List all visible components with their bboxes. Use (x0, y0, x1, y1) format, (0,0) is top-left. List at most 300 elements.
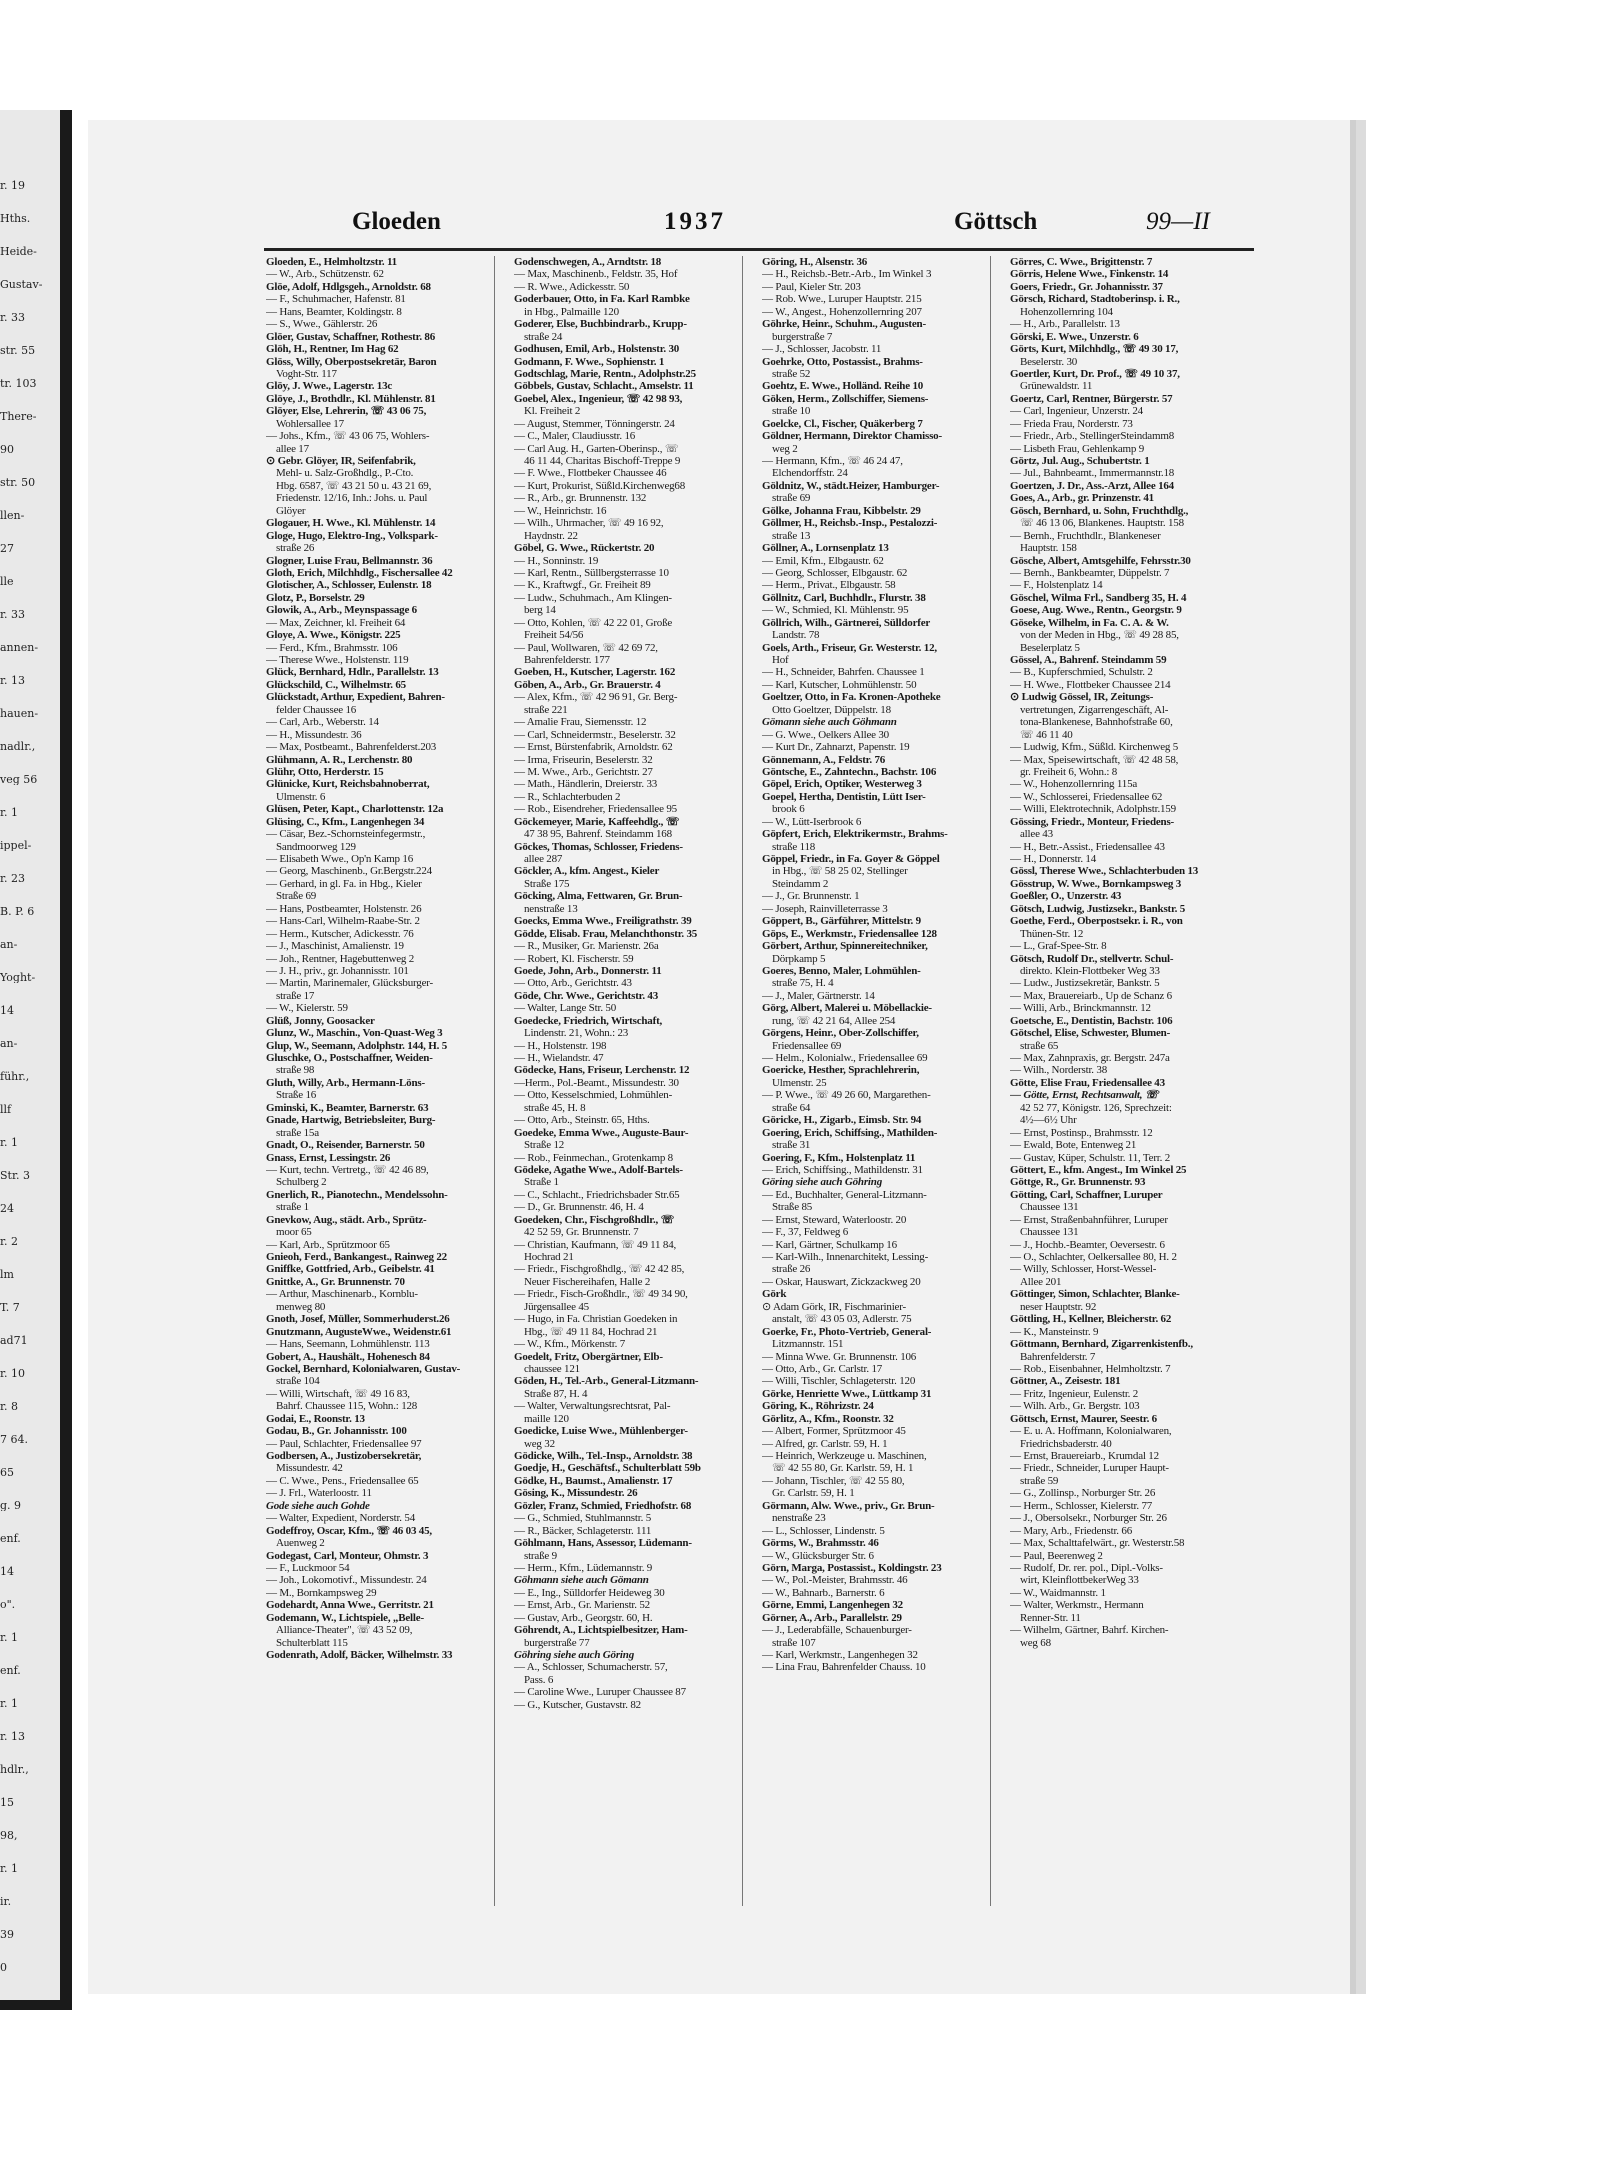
directory-entry-line: Jürgensallee 45 (524, 1300, 589, 1313)
directory-entry-line: Görlitz, A., Kfm., Roonstr. 32 (762, 1412, 894, 1425)
directory-entry-line: Göllnitz, Carl, Buchhdlr., Flurstr. 38 (762, 591, 926, 604)
directory-entry-line: Gluschke, O., Postschaffner, Weiden- (266, 1052, 433, 1064)
directory-entry-line: — Martin, Marinemaler, Glücksburger- (266, 977, 433, 990)
directory-entry-line: Straße 16 (276, 1089, 317, 1102)
directory-entry-line: — Alex, Kfm., ☏ 42 96 91, Gr. Berg- (514, 691, 678, 704)
directory-entry-line: — Minna Wwe. Gr. Brunnenstr. 106 (762, 1350, 917, 1363)
directory-entry-line: direkto. Klein-Flottbeker Weg 33 (1020, 964, 1160, 977)
directory-entry-line: anstalt, ☏ 43 05 03, Adlerstr. 75 (772, 1313, 912, 1326)
directory-entry-line: — Rudolf, Dr. rer. pol., Dipl.-Volks- (1010, 1561, 1163, 1574)
directory-entry-line: — August, Stemmer, Tönningerstr. 24 (514, 417, 675, 430)
directory-entry-line: Glückstadt, Arthur, Expedient, Bahren- (266, 691, 445, 704)
directory-entry-line: — W., Waidmannstr. 1 (1010, 1586, 1106, 1599)
directory-entry-line: — H. Wwe., Flottbeker Chaussee 214 (1010, 678, 1171, 691)
margin-fragment: nadlr., (0, 741, 36, 752)
directory-entry-line: — Götte, Ernst, Rechtsanwalt, ☏ (1010, 1089, 1159, 1102)
margin-fragment: Yoght- (0, 972, 36, 983)
header-rule (264, 248, 1254, 251)
directory-entry-line: Görner, A., Arb., Parallelstr. 29 (762, 1611, 902, 1624)
directory-entry-line: Godhusen, Emil, Arb., Holstenstr. 30 (514, 343, 680, 356)
directory-entry-line: Görski, E. Wwe., Unzerstr. 6 (1010, 330, 1139, 343)
directory-entry-line: — Joh., Rentner, Hagebuttenweg 2 (266, 952, 415, 965)
directory-entry-line: Goeßler, O., Unzerstr. 43 (1010, 890, 1122, 903)
page-number: 99—II (1146, 208, 1210, 235)
directory-entry-line: Götte, Elise Frau, Friedensallee 43 (1010, 1076, 1165, 1089)
directory-entry-line: Glöh, H., Rentner, Im Hag 62 (266, 343, 399, 356)
directory-entry-line: Gödeke, Agathe Wwe., Adolf-Bartels- (514, 1163, 683, 1176)
directory-entry-line: tona-Blankenese, Bahnhofstraße 60, (1020, 716, 1173, 729)
margin-fragment: 7 64. (0, 1434, 28, 1445)
directory-entry-line: — F., Schuhmacher, Hafenstr. 81 (266, 293, 406, 306)
directory-entry-line: — Friedr., Fisch-Großhdlr., ☏ 49 34 90, (514, 1288, 688, 1301)
directory-entry-line: Gössel, A., Bahrenf. Steindamm 59 (1010, 654, 1167, 666)
header-first-entry: Gloeden (352, 208, 441, 235)
directory-entry-line: Gölke, Johanna Frau, Kibbelstr. 29 (762, 504, 921, 517)
directory-entry-line: — Ernst, Arb., Gr. Marienstr. 52 (514, 1599, 650, 1612)
directory-entry-line: Göttsch, Ernst, Maurer, Seestr. 6 (1010, 1412, 1157, 1425)
directory-entry-line: Gode siehe auch Gohde (266, 1499, 370, 1512)
directory-entry-line: straße 69 (772, 492, 811, 505)
directory-entry-line: — H., Reichsb.-Betr.-Arb., Im Winkel 3 (762, 268, 932, 281)
previous-page-margin (0, 110, 60, 2000)
directory-entry-line: — Otto, Kesselschmied, Lohmühlen- (514, 1089, 673, 1102)
directory-entry-line: Goehtz, E. Wwe., Holländ. Reihe 10 (762, 380, 924, 393)
directory-entry-line: straße 65 (1020, 1039, 1059, 1052)
directory-entry-line: — Irma, Friseurin, Beselerstr. 32 (514, 753, 653, 766)
directory-entry-line: — J. H., priv., gr. Johannisstr. 101 (266, 964, 409, 977)
directory-entry-line: — Emil, Kfm., Elbgaustr. 62 (762, 554, 884, 567)
directory-entry-line: — Amalie Frau, Siemensstr. 12 (514, 716, 647, 729)
directory-entry-line: — Karl, Arb., Sprützmoor 65 (266, 1238, 390, 1251)
directory-entry-line: Freiheit 54/56 (524, 629, 584, 642)
directory-entry-line: — Georg, Maschinenb., Gr.Bergstr.224 (266, 865, 432, 878)
directory-entry-line: Gobert, A., Haushält., Hohenesch 84 (266, 1350, 430, 1363)
directory-entry-line: — J., Obersolsekr., Norburger Str. 26 (1010, 1512, 1167, 1525)
margin-fragment: llf (0, 1104, 12, 1115)
directory-entry-line: Ulmenstr. 6 (276, 790, 326, 803)
margin-fragment: an- (0, 1038, 18, 1049)
directory-entry-line: straße 75, H. 4 (772, 977, 834, 990)
directory-entry-line: Ulmenstr. 25 (772, 1076, 827, 1089)
directory-entry-line: — Erich, Schiffsing., Mathildenstr. 31 (762, 1163, 923, 1176)
column-4 (1010, 256, 1254, 1906)
directory-entry-line: — Helm., Kolonialw., Friedensallee 69 (762, 1052, 928, 1064)
directory-entry-line: Gloeden, E., Helmholtzstr. 11 (266, 256, 397, 268)
directory-entry-line: — Ludw., Justizsekretär, Bankstr. 5 (1010, 977, 1160, 990)
directory-entry-line: Görbert, Arthur, Spinnereitechniker, (762, 940, 928, 953)
directory-entry-line: Goedeke, Emma Wwe., Auguste-Baur- (514, 1126, 689, 1139)
directory-entry-line: Beselerstr. 30 (1020, 355, 1078, 368)
directory-entry-line: straße 107 (772, 1636, 816, 1649)
directory-entry-line: Godtschlag, Marie, Rentn., Adolphstr.25 (514, 367, 696, 380)
directory-entry-line: — W., Angest., Hohenzollernring 207 (762, 305, 922, 318)
directory-entry-line: — H., Wielandstr. 47 (514, 1052, 604, 1064)
directory-entry-line: in Hbg., ☏ 58 25 02, Stellinger (772, 865, 908, 878)
directory-entry-line: — M., Bornkampsweg 29 (266, 1586, 377, 1599)
directory-entry-line: Gnieoh, Ferd., Bankangest., Rainweg 22 (266, 1251, 447, 1263)
directory-entry-line: ☏ 42 55 80, Gr. Karlstr. 59, H. 1 (772, 1462, 914, 1475)
directory-entry-line: weg 68 (1020, 1636, 1051, 1649)
directory-entry-line: — W., Kielerstr. 59 (266, 1002, 348, 1015)
directory-entry-line: Goese, Aug. Wwe., Rentn., Georgstr. 9 (1010, 604, 1182, 617)
directory-entry-line: Glunz, W., Maschin., Von-Quast-Weg 3 (266, 1027, 443, 1040)
directory-entry-line: Göldnitz, W., städt.Heizer, Hamburger- (762, 479, 940, 492)
directory-entry-line: — Willi, Wirtschaft, ☏ 49 16 83, (266, 1387, 410, 1400)
directory-entry-line: Göhrke, Heinr., Schuhm., Augusten- (762, 318, 926, 331)
directory-entry-line: Godbersen, A., Justizobersekretär, (266, 1450, 422, 1462)
directory-entry-line: Beselerplatz 5 (1020, 641, 1080, 654)
directory-entry-line: — F., Luckmoor 54 (266, 1561, 350, 1574)
directory-entry-line: ☏ 46 11 40 (1020, 728, 1073, 741)
margin-fragment: r. 1 (0, 807, 19, 818)
directory-entry-line: — Robert, Kl. Fischerstr. 59 (514, 952, 634, 965)
directory-entry-line: vertretungen, Zigarrengeschäft, Al- (1020, 703, 1169, 716)
directory-entry-line: Godegast, Carl, Monteur, Ohmstr. 3 (266, 1549, 429, 1562)
directory-entry-line: Gnerlich, R., Pianotechn., Mendelssohn- (266, 1188, 448, 1201)
directory-entry-line: — Oskar, Hauswart, Zickzackweg 20 (762, 1275, 921, 1288)
directory-entry-line: Chaussee 131 (1020, 1201, 1079, 1214)
margin-fragment: r. 33 (0, 312, 26, 323)
directory-entry-line: — J., Maschinist, Amalienstr. 19 (266, 940, 404, 953)
margin-fragment: 15 (0, 1797, 14, 1808)
directory-entry-line: Godenrath, Adolf, Bäcker, Wilhelmstr. 33 (266, 1649, 453, 1661)
margin-fragment: T. 7 (0, 1302, 20, 1313)
directory-entry-line: ⊙ Adam Görk, IR, Fischmarinier- (762, 1300, 906, 1313)
directory-entry-line: Gömann siehe auch Göhmann (762, 716, 897, 729)
directory-entry-line: Göricke, H., Zigarb., Eimsb. Str. 94 (762, 1114, 922, 1127)
directory-entry-line: Goderbauer, Otto, in Fa. Karl Rambke (514, 293, 690, 306)
directory-entry-line: straße 9 (524, 1549, 557, 1562)
directory-entry-line: — Christian, Kaufmann, ☏ 49 11 84, (514, 1238, 677, 1251)
directory-entry-line: — G., Kutscher, Gustavstr. 82 (514, 1698, 641, 1711)
directory-entry-line: Göllmer, H., Reichsb.-Insp., Pestalozzi- (762, 517, 938, 530)
directory-entry-line: Gnutzmann, AugusteWwe., Weidenstr.61 (266, 1325, 452, 1338)
directory-entry-line: — Johs., Kfm., ☏ 43 06 75, Wohlers- (266, 430, 430, 443)
directory-entry-line: — E., Ing., Sülldorfer Heideweg 30 (514, 1586, 665, 1599)
directory-entry-line: — K., Mansteinstr. 9 (1010, 1325, 1099, 1338)
directory-entry-line: — Lina Frau, Bahrenfelder Chauss. 10 (762, 1661, 926, 1674)
directory-entry-line: rung, ☏ 42 21 64, Allee 254 (772, 1014, 896, 1027)
directory-entry-line: Glüß, Jonny, Goosacker (266, 1014, 375, 1027)
directory-entry-line: Glöer, Gustav, Schaffner, Rothestr. 86 (266, 330, 436, 343)
directory-entry-line: — Karl, Rentn., Süllbergsterrasse 10 (514, 566, 669, 579)
directory-entry-line: ⊙ Gebr. Glöyer, IR, Seifenfabrik, (266, 455, 416, 467)
directory-entry-line: — Max, Zeichner, kl. Freiheit 64 (266, 616, 406, 629)
column-2 (514, 256, 743, 1906)
directory-entry-line: — Cäsar, Bez.-Schornsteinfegermstr., (266, 828, 426, 841)
directory-entry-line: Göseke, Wilhelm, in Fa. C. A. & W. (1010, 616, 1169, 629)
directory-entry-line: Alliance-Theater", ☏ 43 52 09, (276, 1624, 413, 1637)
margin-fragment: führ., (0, 1071, 30, 1082)
directory-entry-line: — E. u. A. Hoffmann, Kolonialwaren, (1010, 1425, 1172, 1438)
margin-fragment: ad71 (0, 1335, 28, 1346)
directory-entry-line: — Karl-Wilh., Innenarchitekt, Lessing- (762, 1251, 929, 1263)
directory-entry-line: — Karl, Kutscher, Lohmühlenstr. 50 (762, 678, 917, 691)
directory-entry-line: Gminski, K., Beamter, Barnerstr. 63 (266, 1101, 429, 1114)
directory-entry-line: Thünen-Str. 12 (1020, 927, 1084, 940)
directory-entry-line: weg 2 (772, 442, 798, 455)
directory-entry-line: Wohlersallee 17 (276, 417, 344, 430)
directory-entry-line: — W., Bahnarb., Barnerstr. 6 (762, 1586, 885, 1599)
directory-entry-line: Friedenstr. 12/16, Inh.: Johs. u. Paul (276, 492, 428, 505)
directory-entry-line: chaussee 121 (524, 1362, 580, 1375)
directory-entry-line: Goeres, Benno, Maler, Lohmühlen- (762, 964, 921, 977)
directory-entry-line: Godmann, F. Wwe., Sophienstr. 1 (514, 355, 665, 368)
directory-entry-line: Görms, W., Brahmsstr. 46 (762, 1537, 879, 1550)
directory-entry-line: — Hermann, Kfm., ☏ 46 24 47, (762, 455, 903, 467)
directory-entry-line: Gössing, Friedr., Monteur, Friedens- (1010, 815, 1175, 828)
directory-entry-line: ⊙ Ludwig Gössel, IR, Zeitungs- (1010, 691, 1154, 704)
directory-entry-line: — H., Schneider, Bahrfen. Chaussee 1 (762, 666, 925, 679)
directory-entry-line: Goericke, Hesther, Sprachlehrerin, (762, 1064, 920, 1077)
directory-entry-line: — Max, Maschinenb., Feldstr. 35, Hof (514, 268, 678, 281)
directory-entry-line: Gönnemann, A., Feldstr. 76 (762, 753, 886, 766)
directory-entry-line: — Willi, Arb., Brinckmannstr. 12 (1010, 1002, 1151, 1015)
directory-entry-line: — Georg, Schlosser, Elbgaustr. 62 (762, 566, 908, 579)
directory-entry-line: — Carl, Arb., Weberstr. 14 (266, 716, 379, 729)
directory-entry-line: — P. Wwe., ☏ 49 26 60, Margarethen- (762, 1089, 931, 1102)
directory-entry-line: von der Meden in Hbg., ☏ 49 28 85, (1020, 629, 1179, 642)
margin-fragment: 90 (0, 444, 14, 455)
directory-entry-line: — Max, Brauereiarb., Up de Schanz 6 (1010, 989, 1172, 1002)
directory-entry-line: — Hugo, in Fa. Christian Goedeken in (514, 1313, 678, 1326)
directory-entry-line: — R., Arb., gr. Brunnenstr. 132 (514, 492, 647, 505)
margin-fragment: r. 2 (0, 1236, 19, 1247)
directory-entry-line: Göttmann, Bernhard, Zigarrenkistenfb., (1010, 1338, 1193, 1351)
directory-entry-line: felder Chaussee 16 (276, 703, 357, 716)
directory-entry-line: Voght-Str. 117 (276, 367, 337, 380)
directory-entry-line: Gösch, Bernhard, u. Sohn, Fruchthdlg., (1010, 504, 1189, 517)
directory-entry-line: Hof (772, 654, 789, 666)
column-1 (266, 256, 495, 1906)
directory-entry-line: Pass. 6 (524, 1673, 554, 1686)
directory-entry-line: Gödecke, Hans, Friseur, Lerchenstr. 12 (514, 1064, 690, 1077)
directory-entry-line: — Arthur, Maschinenarb., Kornblu- (266, 1288, 418, 1301)
directory-entry-line: Goecks, Emma Wwe., Freiligrathstr. 39 (514, 915, 692, 928)
directory-entry-line: — Albert, Former, Sprützmoor 45 (762, 1425, 906, 1438)
directory-entry-line: — S., Wwe., Gählerstr. 26 (266, 318, 378, 331)
directory-entry-line: straße 15a (276, 1126, 319, 1139)
directory-entry-line: allee 17 (276, 442, 309, 455)
directory-entry-line: Gluth, Willy, Arb., Hermann-Löns- (266, 1076, 425, 1089)
directory-entry-line: Göttge, R., Gr. Brunnenstr. 93 (1010, 1176, 1146, 1189)
directory-entry-line: Görke, Henriette Wwe., Lüttkamp 31 (762, 1387, 932, 1400)
directory-entry-line: Goers, Friedr., Gr. Johannisstr. 37 (1010, 280, 1163, 293)
directory-entry-line: Gödicke, Wilh., Tel.-Insp., Arnoldstr. 38 (514, 1450, 693, 1462)
directory-entry-line: — Kurt Dr., Zahnarzt, Papenstr. 19 (762, 741, 910, 754)
directory-entry-line: — Paul, Wollwaren, ☏ 42 69 72, (514, 641, 658, 654)
directory-entry-line: Hbg. 6587, ☏ 43 21 50 u. 43 21 69, (276, 479, 432, 492)
directory-entry-line: Görg, Albert, Malerei u. Möbellackie- (762, 1002, 932, 1015)
directory-entry-line: Schulterblatt 115 (276, 1636, 348, 1649)
directory-entry-line: — Ernst, Bürstenfabrik, Arnoldstr. 62 (514, 741, 673, 754)
directory-entry-line: — F., Holstenplatz 14 (1010, 579, 1103, 592)
directory-entry-line: Neuer Fischereihafen, Halle 2 (524, 1275, 651, 1288)
directory-entry-line: Straße 12 (524, 1139, 565, 1152)
margin-fragment: r. 1 (0, 1137, 19, 1148)
directory-entry-line: straße 17 (276, 989, 315, 1002)
directory-entry-line: — Wilh., Norderstr. 38 (1010, 1064, 1108, 1077)
directory-entry-line: — A., Schlosser, Schumacherstr. 57, (514, 1661, 668, 1674)
directory-entry-line: — H., Sonninstr. 19 (514, 554, 599, 567)
directory-entry-line: Glüsen, Peter, Kapt., Charlottenstr. 12a (266, 803, 444, 816)
directory-entry-line: Görgens, Heinr., Ober-Zollschiffer, (762, 1027, 919, 1040)
directory-entry-line: menweg 80 (276, 1300, 326, 1313)
margin-fragment: 24 (0, 1203, 14, 1214)
directory-entry-line: Hohenzollernring 104 (1020, 305, 1113, 318)
directory-entry-line: straße 31 (772, 1139, 811, 1152)
directory-entry-line: Göppel, Friedr., in Fa. Goyer & Göppel (762, 853, 940, 865)
directory-entry-line: straße 59 (1020, 1474, 1059, 1487)
margin-fragment: lm (0, 1269, 14, 1280)
directory-entry-line: — J., Gr. Brunnenstr. 1 (762, 890, 860, 903)
directory-entry-line: Gössl, Therese Wwe., Schlachterbuden 13 (1010, 865, 1199, 878)
directory-entry-line: Chaussee 131 (1020, 1226, 1079, 1239)
directory-entry-line: Hochrad 21 (524, 1251, 574, 1263)
directory-entry-line: burgerstraße 7 (772, 330, 833, 343)
directory-entry-line: Göppert, B., Gärführer, Mittelstr. 9 (762, 915, 921, 928)
directory-entry-line: Göring siehe auch Göhring (762, 1176, 883, 1189)
directory-entry-line: Glöyer, Else, Lehrerin, ☏ 43 06 75, (266, 405, 427, 418)
directory-entry-line: Goedeken, Chr., Fischgroßhdlr., ☏ (514, 1213, 675, 1226)
directory-entry-line: — D., Gr. Brunnenstr. 46, H. 4 (514, 1201, 644, 1214)
directory-entry-line: — C., Schlacht., Friedrichsbader Str.65 (514, 1188, 680, 1201)
directory-entry-line: Godeffroy, Oscar, Kfm., ☏ 46 03 45, (266, 1524, 432, 1537)
directory-entry-line: — K., Kraftwgf., Gr. Freiheit 89 (514, 579, 651, 592)
directory-entry-line: — L., Schlosser, Lindenstr. 5 (762, 1524, 885, 1537)
directory-entry-line: — R., Musiker, Gr. Marienstr. 26a (514, 940, 659, 953)
directory-entry-line: — H., Betr.-Assist., Friedensallee 43 (1010, 840, 1165, 853)
directory-entry-line: straße 24 (524, 330, 563, 343)
directory-entry-line: — Max, Zahnpraxis, gr. Bergstr. 247a (1010, 1052, 1170, 1064)
directory-entry-line: Sandmoorweg 129 (276, 840, 356, 853)
directory-entry-line: straße 26 (276, 542, 315, 555)
directory-entry-line: — Ernst, Brauereiarb., Krumdal 12 (1010, 1450, 1159, 1462)
margin-fragment: hdlr., (0, 1764, 29, 1775)
margin-fragment: 65 (0, 1467, 14, 1478)
directory-entry-line: — Karl, Werkmstr., Langenhegen 32 (762, 1649, 918, 1661)
directory-entry-line: — Heinrich, Werkzeuge u. Maschinen, (762, 1450, 927, 1462)
directory-entry-line: moor 65 (276, 1226, 312, 1239)
directory-entry-line: — G., Schmied, Stuhlmannstr. 5 (514, 1512, 652, 1525)
directory-entry-line: — Bernh., Bankbeamter, Düppelstr. 7 (1010, 566, 1170, 579)
directory-entry-line: Gloth, Erich, Milchhdlg., Fischersallee 42 (266, 566, 453, 579)
directory-entry-line: Friedrichsbaderstr. 40 (1020, 1437, 1112, 1450)
directory-entry-line: Göden, H., Tel.-Arb., General-Litzmann- (514, 1375, 699, 1388)
directory-entry-line: — G., Zollinsp., Norburger Str. 26 (1010, 1487, 1156, 1500)
directory-entry-line: Götting, Carl, Schaffner, Luruper (1010, 1188, 1163, 1201)
directory-entry-line: Glöy, J. Wwe., Lagerstr. 13c (266, 380, 393, 393)
directory-entry-line: wirt, KleinflottbekerWeg 33 (1020, 1574, 1139, 1587)
directory-entry-line: — Alfred, gr. Carlstr. 59, H. 1 (762, 1437, 888, 1450)
directory-entry-line: Godau, B., Gr. Johannisstr. 100 (266, 1425, 407, 1438)
directory-entry-line: — Karl, Gärtner, Schulkamp 16 (762, 1238, 897, 1251)
directory-entry-line: — J. Frl., Waterloostr. 11 (266, 1487, 372, 1500)
directory-entry-line: Goertler, Kurt, Dr. Prof., ☏ 49 10 37, (1010, 367, 1180, 380)
directory-entry-line: Grünewaldstr. 11 (1020, 380, 1093, 393)
margin-fragment: B. P. 6 (0, 906, 35, 917)
directory-entry-line: Friedensallee 69 (772, 1039, 842, 1052)
directory-entry-line: Straße 87, H. 4 (524, 1387, 588, 1400)
directory-entry-line: Goedelt, Fritz, Obergärtner, Elb- (514, 1350, 663, 1363)
directory-entry-line: — Ernst, Straßenbahnführer, Luruper (1010, 1213, 1168, 1226)
page-edge (1352, 120, 1366, 1994)
directory-entry-line: Göllrich, Wilh., Gärtnerei, Sülldorfer (762, 616, 931, 629)
directory-entry-line: Götsch, Ludwig, Justizsekr., Bankstr. 5 (1010, 902, 1186, 915)
directory-entry-line: — O., Schlachter, Oelkersallee 80, H. 2 (1010, 1251, 1177, 1263)
directory-entry-line: weg 32 (524, 1437, 555, 1450)
directory-entry-line: Goertz, Carl, Rentner, Bürgerstr. 57 (1010, 392, 1173, 405)
margin-fragment: llen- (0, 510, 25, 521)
directory-entry-line: — Therese Wwe., Holstenstr. 119 (266, 654, 409, 666)
directory-entry-line: 42 52 77, Königstr. 126, Sprechzeit: (1020, 1101, 1172, 1114)
directory-entry-line: Glüsing, C., Kfm., Langenhegen 34 (266, 815, 425, 828)
directory-entry-line: — Ed., Buchhalter, General-Litzmann- (762, 1188, 927, 1201)
directory-entry-line: Goes, A., Arb., gr. Prinzenstr. 41 (1010, 492, 1154, 505)
directory-entry-line: — Paul, Schlachter, Friedensallee 97 (266, 1437, 422, 1450)
directory-entry-line: — Mary, Arb., Friedenstr. 66 (1010, 1524, 1133, 1537)
directory-entry-line: Haydnstr. 22 (524, 529, 578, 542)
directory-entry-line: — Otto, Arb., Gr. Carlstr. 17 (762, 1362, 883, 1375)
directory-entry-line: Göntsche, E., Zahntechn., Bachstr. 106 (762, 765, 937, 778)
directory-entry-line: — Jul., Bahnbeamt., Immermannstr.18 (1010, 467, 1175, 480)
directory-entry-line: maille 120 (524, 1412, 569, 1425)
directory-entry-line: straße 64 (772, 1101, 811, 1114)
directory-entry-line: — M. Wwe., Arb., Gerichtstr. 27 (514, 765, 653, 778)
directory-entry-line: Glowik, A., Arb., Meynspassage 6 (266, 604, 417, 617)
directory-entry-line: Goehrke, Otto, Postassist., Brahms- (762, 355, 923, 368)
directory-entry-line: Göpel, Erich, Optiker, Westerweg 3 (762, 778, 922, 791)
directory-entry-line: Görsch, Richard, Stadtoberinsp. i. R., (1010, 293, 1180, 306)
directory-entry-line: Gloye, A. Wwe., Königstr. 225 (266, 629, 401, 642)
directory-entry-line: — Elisabeth Wwe., Op'n Kamp 16 (266, 853, 414, 865)
directory-entry-line: Glup, W., Seemann, Adolphstr. 144, H. 5 (266, 1039, 447, 1052)
directory-entry-line: — Gustav, Arb., Georgstr. 60, H. (514, 1611, 653, 1624)
directory-entry-line: — J., Hochb.-Beamter, Oeversestr. 6 (1010, 1238, 1165, 1251)
directory-entry-line: Gnevkow, Aug., städt. Arb., Sprütz- (266, 1213, 427, 1226)
margin-fragment: ir. (0, 1896, 12, 1907)
directory-entry-line: Mehl- u. Salz-Großhdlg., P.-Cto. (276, 467, 414, 480)
directory-entry-line: gr. Freiheit 6, Wohn.: 8 (1020, 765, 1118, 778)
directory-entry-line: Goerke, Fr., Photo-Vertrieb, General- (762, 1325, 932, 1338)
directory-entry-line: Goedecke, Friedrich, Wirtschaft, (514, 1014, 663, 1027)
directory-entry-line: — Fritz, Ingenieur, Eulenstr. 2 (1010, 1387, 1139, 1400)
directory-entry-line: Göcking, Alma, Fettwaren, Gr. Brun- (514, 890, 683, 903)
directory-entry-line: — G. Wwe., Oelkers Allee 30 (762, 728, 889, 741)
margin-fragment: str. 50 (0, 477, 36, 488)
directory-entry-line: — H., Missundestr. 36 (266, 728, 362, 741)
directory-entry-line: — Ludwig, Kfm., Süßld. Kirchenweg 5 (1010, 741, 1179, 754)
directory-entry-line: Görres, C. Wwe., Brigittenstr. 7 (1010, 256, 1153, 268)
directory-entry-line: — Rob., Eisenbahner, Helmholtzstr. 7 (1010, 1362, 1171, 1375)
directory-entry-line: Gözler, Franz, Schmied, Friedhofstr. 68 (514, 1499, 692, 1512)
margin-fragment: r. 13 (0, 1731, 26, 1742)
directory-entry-line: Goderer, Else, Buchbindrarb., Krupp- (514, 318, 687, 331)
directory-entry-line: Göde, Chr. Wwe., Gerichtstr. 43 (514, 989, 659, 1002)
directory-entry-line: — Kurt, techn. Vertretg., ☏ 42 46 89, (266, 1163, 429, 1176)
margin-fragment: Str. 3 (0, 1170, 30, 1181)
directory-entry-line: — Gerhard, in gl. Fa. in Hbg., Kieler (266, 877, 422, 890)
margin-fragment: r. 1 (0, 1698, 19, 1709)
directory-entry-line: Otto Goeltzer, Düppelstr. 18 (772, 703, 891, 716)
directory-entry-line: Göbel, G. Wwe., Rückertstr. 20 (514, 542, 655, 555)
directory-entry-line: Litzmannstr. 151 (772, 1338, 844, 1351)
directory-entry-line: Goeben, H., Kutscher, Lagerstr. 162 (514, 666, 676, 679)
directory-entry-line: 47 38 95, Bahrenf. Steindamm 168 (524, 828, 672, 841)
directory-entry-line: Godenschwegen, A., Arndtstr. 18 (514, 256, 662, 268)
directory-entry-line: — Rob., Feinmechan., Grotenkamp 8 (514, 1151, 673, 1164)
directory-entry-line: — Herm., Kfm., Lüdemannstr. 9 (514, 1561, 653, 1574)
